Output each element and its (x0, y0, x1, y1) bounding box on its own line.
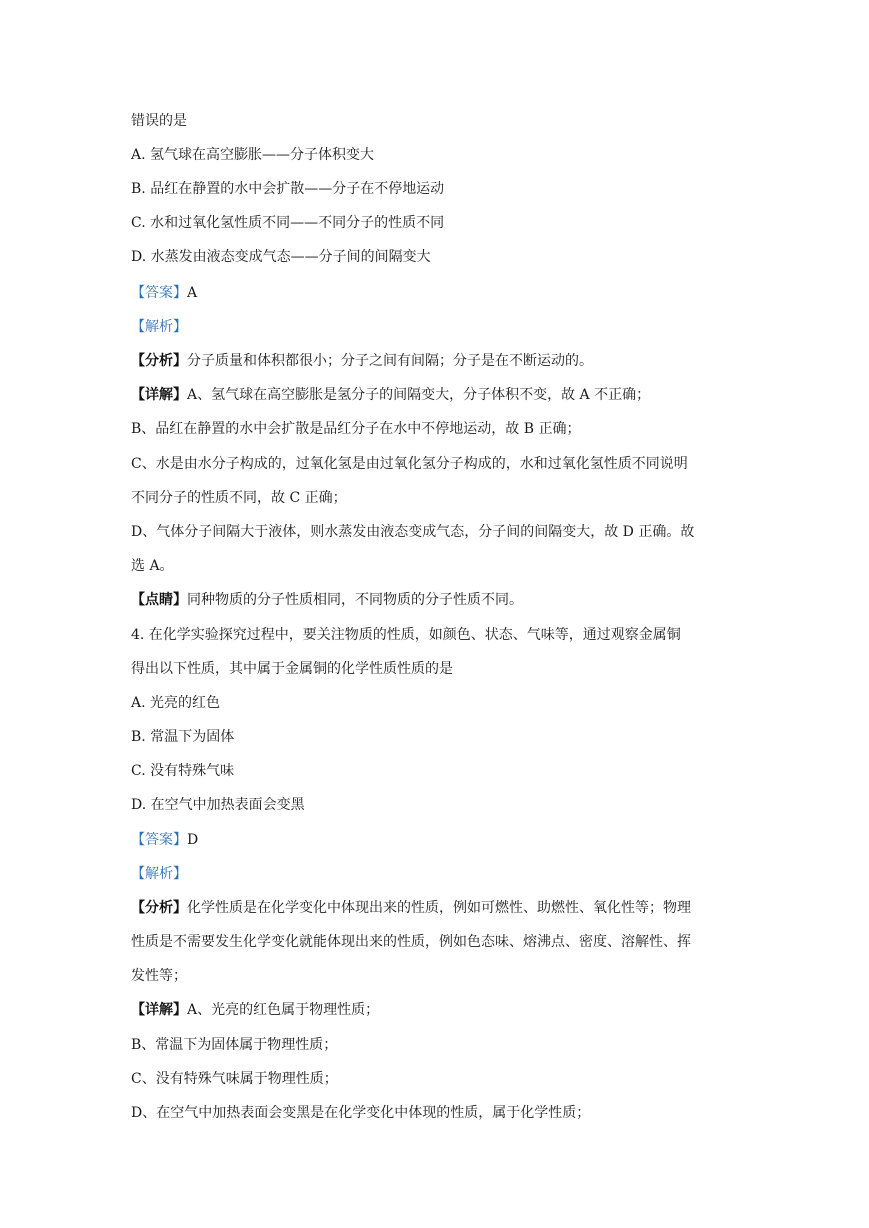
option-b (131, 727, 234, 747)
section-tag: 【分析】 (131, 900, 187, 916)
option-c (131, 213, 444, 233)
analysis-tag: 【解析】 (131, 866, 187, 882)
line-text: 得出以下性质，其中属于金属铜的化学性质性质的是 (131, 661, 453, 677)
answer-tag: 【答案】 (131, 832, 187, 848)
detail-line (131, 385, 650, 405)
line-text: B、常温下为固体属于物理性质； (131, 1037, 338, 1053)
line-text: C、水是由水分子构成的，过氧化氢是由过氧化氢分子构成的，水和过氧化氢性质不同说明 (131, 456, 688, 472)
answer-line (131, 830, 198, 850)
line-text: A. 氢气球在高空膨胀——分子体积变大 (131, 147, 375, 163)
answer-value: D (187, 832, 199, 848)
line-text: D、在空气中加热表面会变黑是在化学变化中体现的性质，属于化学性质； (131, 1105, 591, 1121)
text-line (131, 111, 187, 131)
line-text: D. 水蒸发由液态变成气态——分子间的间隔变大 (131, 249, 431, 265)
option-d (131, 247, 431, 267)
text-line (131, 659, 453, 679)
line-text: C、没有特殊气味属于物理性质； (131, 1071, 338, 1087)
analysis-heading (131, 864, 187, 884)
question-line (131, 625, 681, 645)
line-text: 化学性质是在化学变化中体现出来的性质，例如可燃性、助燃性、氧化性等；物理 (187, 900, 691, 916)
analysis-line (131, 351, 593, 371)
line-text: 不同分子的性质不同，故 C 正确； (131, 490, 347, 506)
line-text: 错误的是 (131, 113, 187, 129)
text-line (131, 966, 187, 986)
option-b (131, 179, 444, 199)
option-a (131, 145, 374, 165)
section-tag: 【详解】 (131, 387, 187, 403)
text-line (131, 419, 580, 439)
answer-value: A (187, 285, 198, 301)
answer-tag: 【答案】 (131, 285, 187, 301)
line-text: D. 在空气中加热表面会变黑 (131, 797, 305, 813)
line-text: D、气体分子间隔大于液体，则水蒸发由液态变成气态，分子间的间隔变大，故 D 正确。故 (131, 524, 695, 540)
text-line (131, 522, 694, 542)
option-d (131, 795, 305, 815)
text-line (131, 1069, 338, 1089)
tip-line (131, 590, 523, 610)
section-tag: 【分析】 (131, 353, 187, 369)
text-line (131, 932, 691, 952)
option-c (131, 761, 234, 781)
text-line (131, 1035, 337, 1055)
line-text: A、光亮的红色属于物理性质； (187, 1002, 380, 1018)
text-line (131, 556, 174, 576)
analysis-line (131, 898, 691, 918)
text-line (131, 1103, 590, 1123)
line-text: B. 品红在静置的水中会扩散——分子在不停地运动 (131, 181, 445, 197)
line-text: 分子质量和体积都很小；分子之间有间隔；分子是在不断运动的。 (187, 353, 593, 369)
line-text: B. 常温下为固体 (131, 729, 235, 745)
line-text: 选 A。 (131, 558, 174, 574)
text-line (131, 488, 347, 508)
answer-line (131, 283, 197, 303)
section-tag: 【点睛】 (131, 592, 187, 608)
option-a (131, 693, 220, 713)
line-text: 发性等； (131, 968, 187, 984)
line-text: 性质是不需要发生化学变化就能体现出来的性质，例如色态味、熔沸点、密度、溶解性、挥 (131, 934, 691, 950)
line-text: 同种物质的分子性质相同，不同物质的分子性质不同。 (187, 592, 523, 608)
line-text: A. 光亮的红色 (131, 695, 221, 711)
line-text: C. 水和过氧化氢性质不同——不同分子的性质不同 (131, 215, 445, 231)
line-text: A、氢气球在高空膨胀是氢分子的间隔变大，分子体积不变，故 A 不正确； (187, 387, 651, 403)
analysis-heading (131, 317, 187, 337)
analysis-tag: 【解析】 (131, 319, 187, 335)
line-text: 4. 在化学实验探究过程中，要关注物质的性质，如颜色、状态、气味等，通过观察金属铜 (131, 627, 681, 643)
line-text: B、品红在静置的水中会扩散是品红分子在水中不停地运动，故 B 正确； (131, 421, 581, 437)
line-text: C. 没有特殊气味 (131, 763, 235, 779)
text-line (131, 454, 688, 474)
detail-line (131, 1000, 379, 1020)
section-tag: 【详解】 (131, 1002, 187, 1018)
